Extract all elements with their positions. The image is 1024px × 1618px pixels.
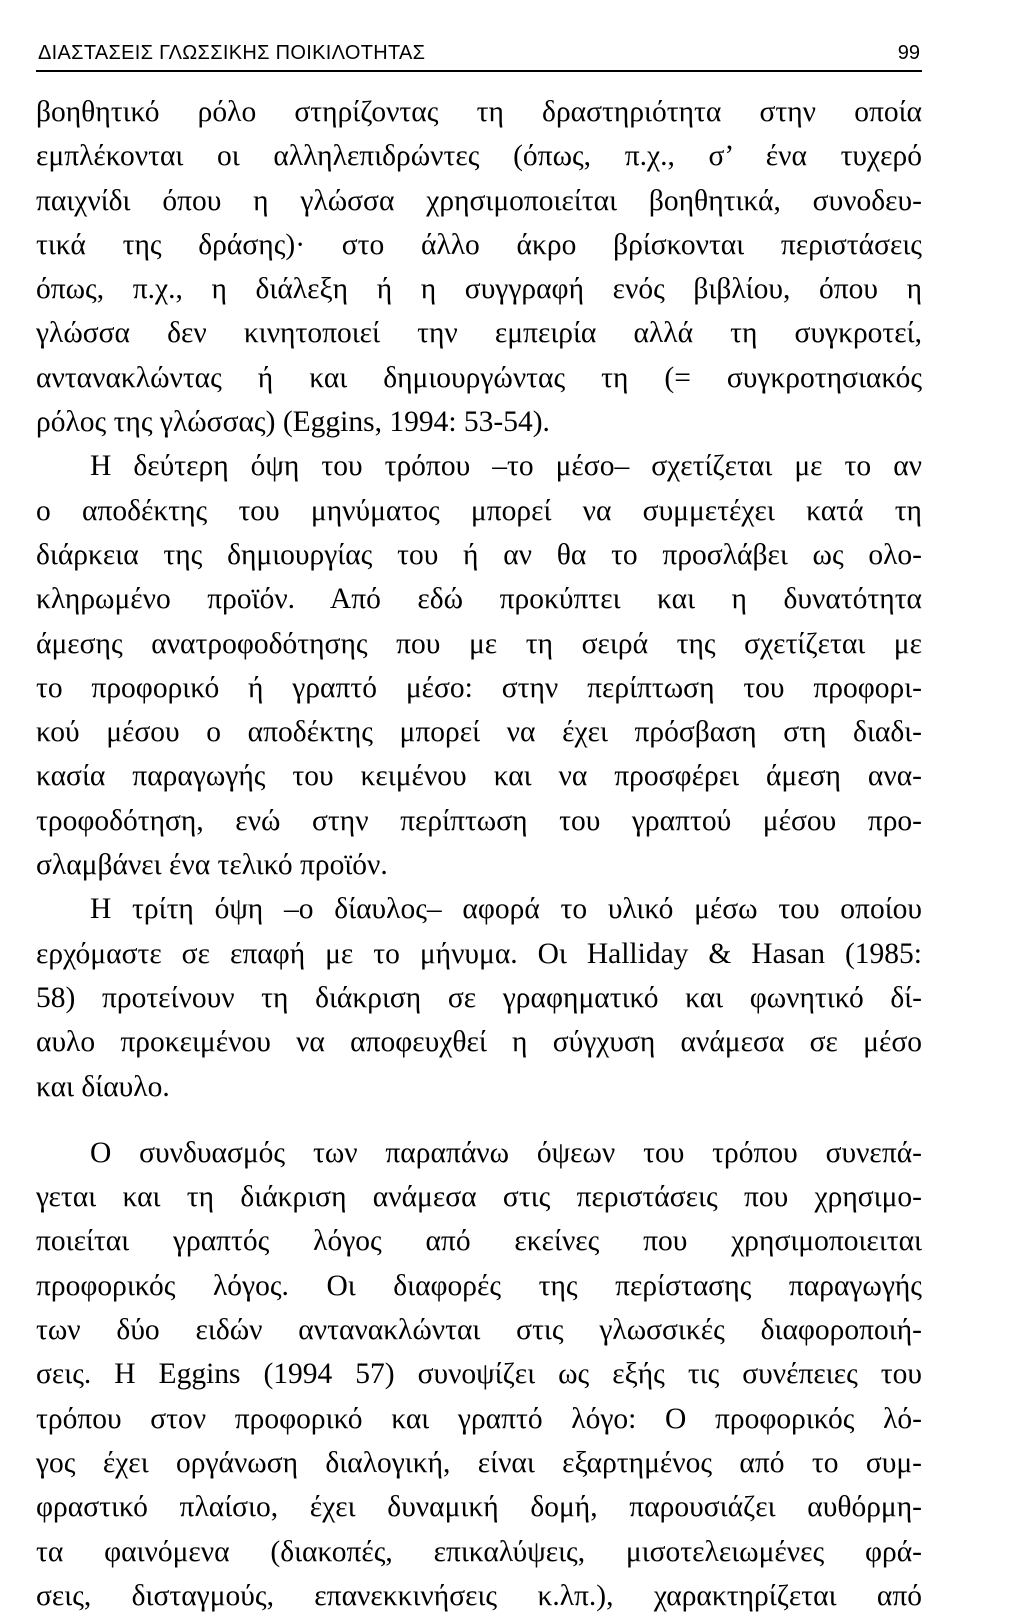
- text-line: Η τρίτη όψη –ο δίαυλος– αφορά το υλικό μέσω του οποίου: [90, 893, 922, 926]
- text-line: γος έχει οργάνωση διαλογική, είναι εξαρτημένος από το συμ-: [36, 1446, 922, 1479]
- text-line: κού μέσου ο αποδέκτης μπορεί να έχει πρόσβαση στη διαδι-: [36, 716, 922, 749]
- text-line: ποιείται γραπτός λόγος από εκείνες που χρησιμοποιειται: [36, 1225, 922, 1258]
- text-line: σλαμβάνει ένα τελικό προϊόν.: [36, 849, 388, 882]
- body-text: [36, 90, 922, 1618]
- text-line: γεται και τη διάκριση ανάμεσα στις περιστάσεις που χρησιμο-: [36, 1181, 922, 1214]
- text-line: παιχνίδι όπου η γλώσσα χρησιμοποιείται βοηθητικά, συνοδευ-: [36, 184, 922, 217]
- text-line: άμεσης ανατροφοδότησης που με τη σειρά της σχετίζεται με: [36, 627, 922, 660]
- text-line: όπως, π.χ., η διάλεξη ή η συγγραφή ενός βιβλίου, όπου η: [36, 273, 922, 306]
- text-line: διάρκεια της δημιουργίας του ή αν θα το προσλάβει ως ολο-: [36, 538, 922, 571]
- text-line: 58) προτείνουν τη διάκριση σε γραφηματικό και φωνητικό δί-: [36, 981, 922, 1014]
- text-line: σεις. Η Eggins (1994 57) συνοψίζει ως εξής τις συνέπειες του: [36, 1358, 922, 1391]
- paragraph-gap: [36, 1109, 922, 1131]
- text-line: Ο συνδυασμός των παραπάνω όψεων του τρόπου συνεπά-: [90, 1136, 922, 1169]
- text-line: προφορικός λόγος. Οι διαφορές της περίστασης παραγωγής: [36, 1269, 922, 1302]
- text-line: τικά της δράσης)· στο άλλο άκρο βρίσκονται περιστάσεις: [36, 228, 922, 261]
- text-line: κληρωμένο προϊόν. Από εδώ προκύπτει και η δυνατότητα: [36, 583, 922, 616]
- text-line: γλώσσα δεν κινητοποιεί την εμπειρία αλλά τη συγκροτεί,: [36, 317, 922, 350]
- text-line: αυλο προκειμένου να αποφευχθεί η σύγχυση ανάμεσα σε μέσο: [36, 1026, 922, 1059]
- text-line: εμπλέκονται οι αλληλεπιδρώντες (όπως, π.χ., σ’ ένα τυχερό: [36, 140, 922, 173]
- running-header: [36, 38, 922, 72]
- text-line: το προφορικό ή γραπτό μέσο: στην περίπτωση του προφορι-: [36, 671, 922, 704]
- text-line: και δίαυλο.: [36, 1070, 170, 1103]
- text-line: ο αποδέκτης του μηνύματος μπορεί να συμμετέχει κατά τη: [36, 494, 922, 527]
- text-line: των δύο ειδών αντανακλώνται στις γλωσσικές διαφοροποιή-: [36, 1314, 922, 1347]
- text-line: βοηθητικό ρόλο στηρίζοντας τη δραστηριότητα στην οποία: [36, 96, 922, 128]
- text-line: φραστικό πλαίσιο, έχει δυναμική δομή, παρουσιάζει αυθόρμη-: [36, 1491, 922, 1524]
- page-number: 99: [897, 42, 920, 64]
- running-title: ΔΙΑΣΤΑΣΕΙΣ ΓΛΩΣΣΙΚΗΣ ΠΟΙΚΙΛΟΤΗΤΑΣ: [38, 42, 426, 64]
- text-line: τροφοδότηση, ενώ στην περίπτωση του γραπτού μέσου προ-: [36, 804, 922, 837]
- text-line: ρόλος της γλώσσας) (Eggins, 1994: 53-54).: [36, 406, 550, 439]
- text-line: σεις, δισταγμούς, επανεκκινήσεις κ.λπ.), χαρακτηρίζεται από: [36, 1579, 922, 1612]
- text-line: Η δεύτερη όψη του τρόπου –το μέσο– σχετίζεται με το αν: [90, 450, 922, 483]
- text-line: ερχόμαστε σε επαφή με το μήνυμα. Οι Halliday & Hasan (1985:: [36, 937, 922, 970]
- text-line: τα φαινόμενα (διακοπές, επικαλύψεις, μισοτελειωμένες φρά-: [36, 1535, 922, 1568]
- text-line: τρόπου στον προφορικό και γραπτό λόγο: Ο προφορικός λό-: [36, 1402, 922, 1435]
- text-line: κασία παραγωγής του κειμένου και να προσφέρει άμεση ανα-: [36, 760, 922, 793]
- text-line: αντανακλώντας ή και δημιουργώντας τη (= συγκροτησιακός: [36, 361, 922, 394]
